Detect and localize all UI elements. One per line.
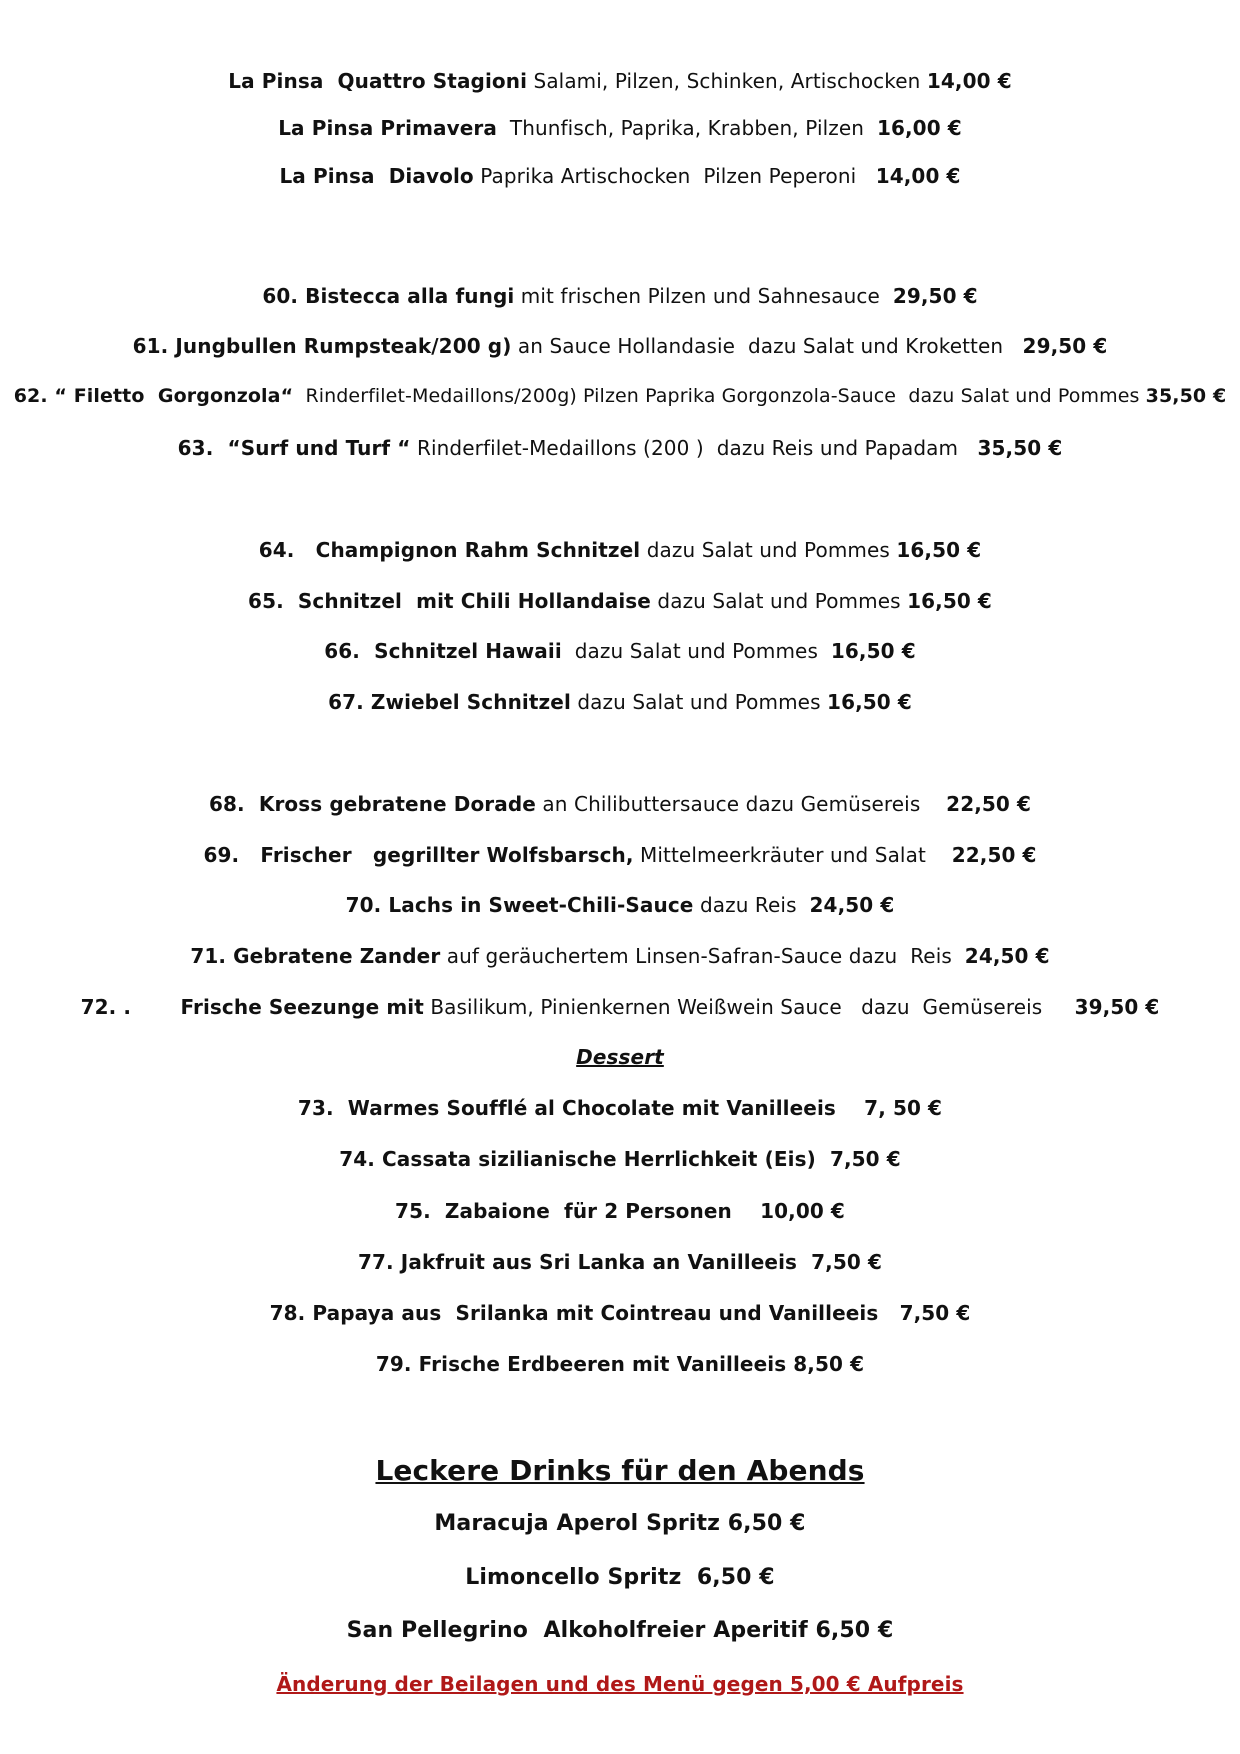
item-name: 63. “Surf und Turf “ xyxy=(177,436,411,460)
item-price: 16,50 € xyxy=(907,589,992,613)
item-description: dazu Salat und Pommes xyxy=(640,538,897,562)
menu-item-63 xyxy=(0,435,1240,461)
item-price: 16,00 € xyxy=(876,116,962,140)
item-description: dazu Reis xyxy=(693,893,810,917)
item-description: mit frischen Pilzen und Sahnesauce xyxy=(514,284,893,308)
menu-item-60 xyxy=(0,283,1240,309)
item-name: 61. Jungbullen Rumpsteak/200 g) xyxy=(132,334,512,358)
item-name: 72. . Frische Seezunge mit xyxy=(80,995,424,1019)
item-description: dazu Salat und Pommes xyxy=(570,690,828,714)
item-price: 24,50 € xyxy=(964,944,1050,968)
item-description: dazu Salat und Pommes xyxy=(561,639,831,663)
item-name: 69. Frischer gegrillter Wolfsbarsch, xyxy=(203,843,634,867)
menu-item-69 xyxy=(0,842,1240,868)
dessert-item-74: 74. Cassata sizilianische Herrlichkeit (Eis) 7,50 € xyxy=(339,1147,901,1171)
menu-item-68 xyxy=(0,791,1240,817)
item-name: 68. Kross gebratene Dorade xyxy=(208,792,536,816)
item-name: 62. “ Filetto Gorgonzola“ xyxy=(13,385,294,407)
item-price: 14,00 € xyxy=(875,164,961,188)
side-dish-change-note: Änderung der Beilagen und des Menü gegen 5,00 € Aufpreis xyxy=(276,1672,964,1696)
item-price: 22,50 € xyxy=(946,792,1032,816)
menu-item-pinsa-quattro-stagioni xyxy=(0,68,1240,94)
item-name: 70. Lachs in Sweet-Chili-Sauce xyxy=(345,893,694,917)
item-description: Rinderfilet-Medaillons/200g) Pilzen Paprika Gorgonzola-Sauce dazu Salat und Pommes xyxy=(293,385,1146,407)
item-price: 35,50 € xyxy=(977,436,1063,460)
item-description: an Chilibuttersauce dazu Gemüsereis xyxy=(535,792,947,816)
dessert-item-77: 77. Jakfruit aus Sri Lanka an Vanilleeis 7,50 € xyxy=(358,1250,882,1274)
drinks-heading: Leckere Drinks für den Abends xyxy=(375,1454,865,1487)
item-price: 24,50 € xyxy=(809,893,895,917)
menu-item-72 xyxy=(0,994,1240,1020)
item-description: Mittelmeerkräuter und Salat xyxy=(633,843,952,867)
item-name: 65. Schnitzel mit Chili Hollandaise xyxy=(248,589,651,613)
item-price: 16,50 € xyxy=(830,639,916,663)
item-price: 16,50 € xyxy=(896,538,982,562)
menu-item-66 xyxy=(0,638,1240,664)
dessert-item-78: 78. Papaya aus Srilanka mit Cointreau und Vanilleeis 7,50 € xyxy=(269,1301,971,1325)
item-description: Basilikum, Pinienkernen Weißwein Sauce dazu Gemüsereis xyxy=(423,995,1075,1019)
item-price: 22,50 € xyxy=(951,843,1037,867)
item-description: Rinderfilet-Medaillons (200 ) dazu Reis und Papadam xyxy=(410,436,978,460)
dessert-heading: Dessert xyxy=(576,1045,664,1069)
item-description: Salami, Pilzen, Schinken, Artischocken xyxy=(527,69,927,93)
menu-item-70 xyxy=(0,892,1240,918)
item-name: La Pinsa Primavera xyxy=(278,116,497,140)
menu-item-61 xyxy=(0,333,1240,359)
item-name: La Pinsa Quattro Stagioni xyxy=(228,69,528,93)
menu-item-62 xyxy=(0,383,1240,409)
item-price: 29,50 € xyxy=(1022,334,1108,358)
menu-item-64 xyxy=(0,537,1240,563)
item-description: auf geräuchertem Linsen-Safran-Sauce dazu Reis xyxy=(440,944,965,968)
item-price: 29,50 € xyxy=(892,284,978,308)
drink-item: Limoncello Spritz 6,50 € xyxy=(465,1565,775,1590)
item-description: dazu Salat und Pommes xyxy=(650,589,908,613)
item-description: Thunfisch, Paprika, Krabben, Pilzen xyxy=(496,116,877,140)
drink-item: San Pellegrino Alkoholfreier Aperitif 6,50 € xyxy=(346,1618,894,1643)
menu-item-pinsa-diavolo xyxy=(0,163,1240,189)
item-price: 16,50 € xyxy=(827,690,912,714)
item-description: Paprika Artischocken Pilzen Peperoni xyxy=(473,164,876,188)
item-price: 35,50 € xyxy=(1145,385,1227,407)
item-price: 14,00 € xyxy=(926,69,1012,93)
menu-item-65 xyxy=(0,588,1240,614)
item-description: an Sauce Hollandasie dazu Salat und Kroketten xyxy=(511,334,1023,358)
drink-item: Maracuja Aperol Spritz 6,50 € xyxy=(434,1511,806,1536)
item-name: La Pinsa Diavolo xyxy=(279,164,474,188)
item-name: 64. Champignon Rahm Schnitzel xyxy=(258,538,641,562)
item-name: 66. Schnitzel Hawaii xyxy=(324,639,562,663)
item-name: 60. Bistecca alla fungi xyxy=(262,284,515,308)
menu-item-pinsa-primavera xyxy=(0,115,1240,141)
dessert-item-73: 73. Warmes Soufflé al Chocolate mit Vanilleeis 7, 50 € xyxy=(297,1096,943,1120)
item-price: 39,50 € xyxy=(1074,995,1160,1019)
item-name: 71. Gebratene Zander xyxy=(190,944,441,968)
item-name: 67. Zwiebel Schnitzel xyxy=(328,690,571,714)
menu-item-71 xyxy=(0,943,1240,969)
dessert-item-79: 79. Frische Erdbeeren mit Vanilleeis 8,50 € xyxy=(375,1352,865,1376)
dessert-item-75: 75. Zabaione für 2 Personen 10,00 € xyxy=(395,1199,845,1223)
menu-item-67 xyxy=(0,689,1240,715)
